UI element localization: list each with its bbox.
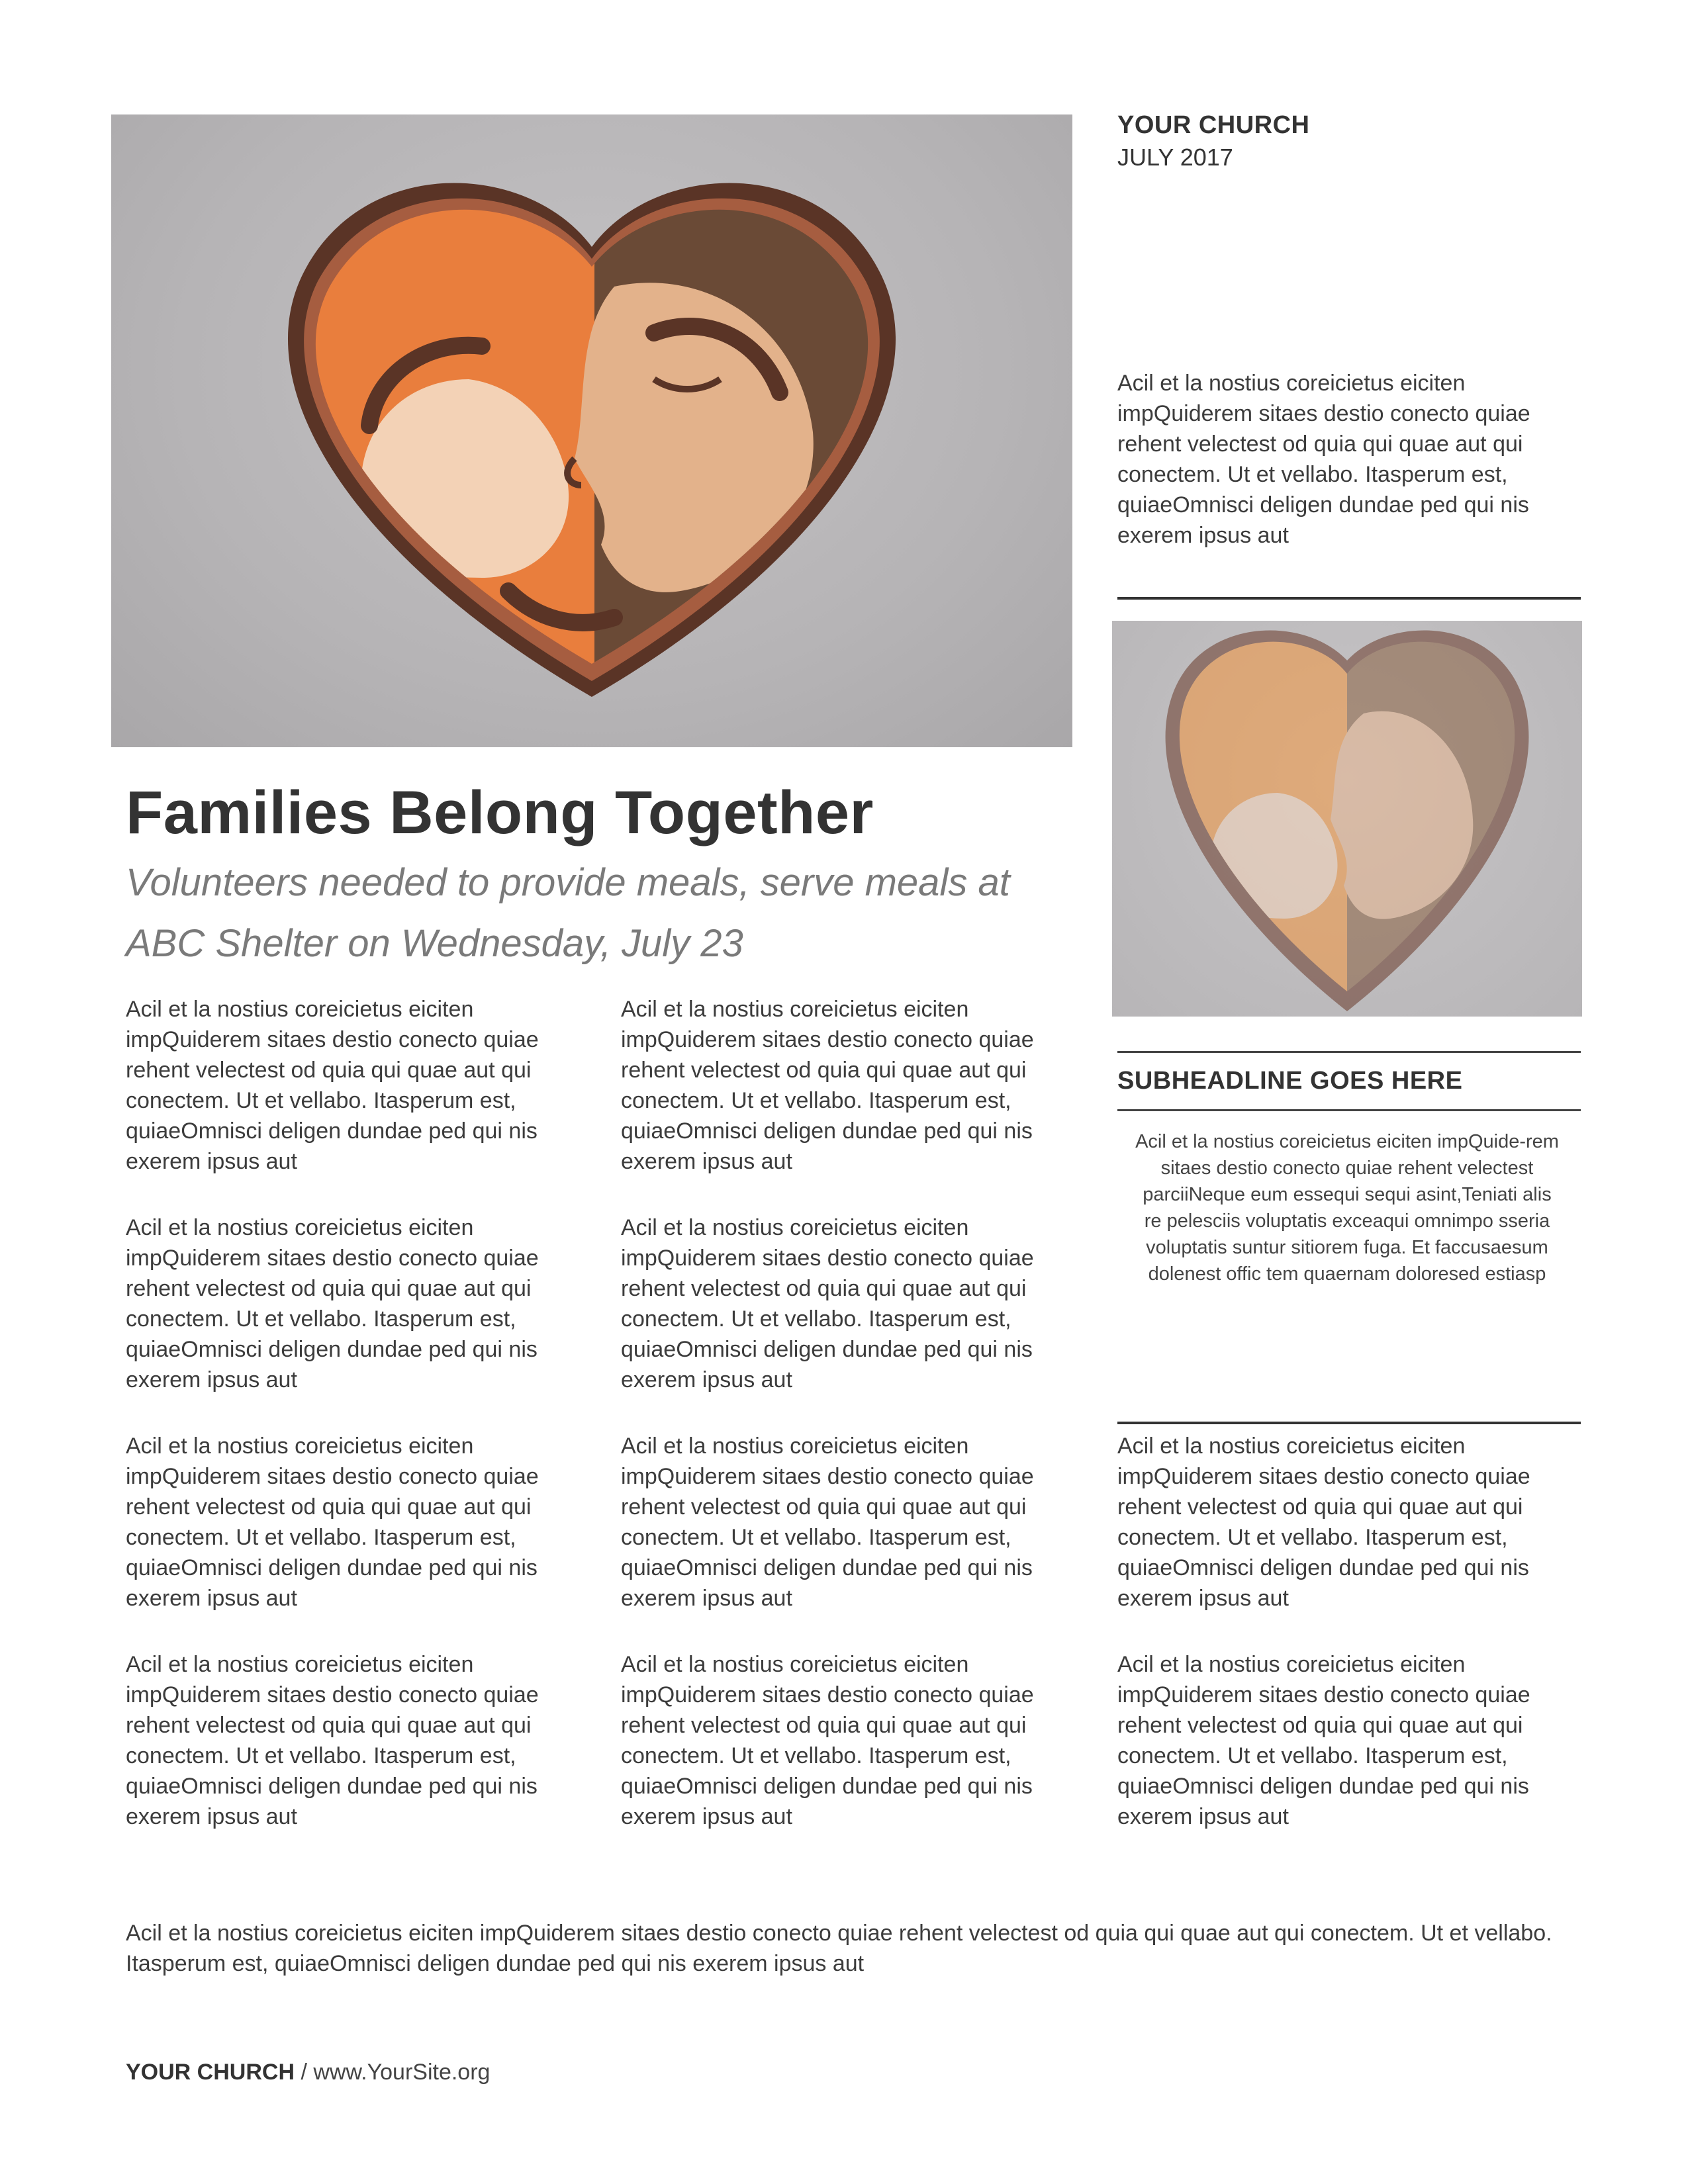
- footer-separator: /: [295, 2060, 314, 2085]
- paragraph: Acil et la nostius coreicietus eiciten impQuiderem sitaes destio conecto quiae rehent velectest od quia qui quae aut qui conectem. Ut et vellabo. Itasperum est, quiaeOmnisci deligen dundae ped qui nis exerem ipsus aut: [621, 997, 1034, 1174]
- divider: [1117, 1051, 1581, 1053]
- paragraph: Acil et la nostius coreicietus eiciten impQuiderem sitaes destio conecto quiae rehent velectest od quia qui quae aut qui conectem. Ut et vellabo. Itasperum est, quiaeOmnisci deligen dundae ped qui nis exerem ipsus aut: [1117, 1652, 1530, 1829]
- article-subtitle: Volunteers needed to provide meals, serve meals at ABC Shelter on Wednesday, July 23: [126, 861, 1010, 965]
- masthead-church-name: YOUR CHURCH: [1117, 111, 1310, 139]
- bottom-text: Acil et la nostius coreicietus eiciten impQuiderem sitaes destio conecto quiae rehent velectest od quia qui quae aut qui conectem. Ut et vellabo. Itasperum est, quiaeOmnisci deligen dundae ped qui nis exerem ipsus aut: [126, 1921, 1552, 1976]
- paragraph: Acil et la nostius coreicietus eiciten impQuiderem sitaes destio conecto quiae rehent velectest od quia qui quae aut qui conectem. Ut et vellabo. Itasperum est, quiaeOmnisci deligen dundae ped qui nis exerem ipsus aut: [126, 1652, 539, 1829]
- article-column-2: [621, 994, 1071, 1868]
- heart-couple-icon: [1112, 621, 1582, 1017]
- sidebar-small-text: Acil et la nostius coreicietus eiciten impQuide-rem sitaes destio conecto quiae rehent velectest parciiNeque eum essequi sequi asint,Teniati alis re pelesciis voluptatis exceaqui omnimpo sseria voluptatis suntur sitiorem fuga. Et faccusaesum dolenest offic tem quaernam doloresed estiasp: [1135, 1131, 1559, 1285]
- footer-website-link[interactable]: www.YourSite.org: [313, 2060, 491, 2085]
- paragraph: Acil et la nostius coreicietus eiciten impQuiderem sitaes destio conecto quiae rehent velectest od quia qui quae aut qui conectem. Ut et vellabo. Itasperum est, quiaeOmnisci deligen dundae ped qui nis exerem ipsus aut: [126, 997, 539, 1174]
- masthead-issue-date: JULY 2017: [1117, 144, 1233, 171]
- sidebar-intro: Acil et la nostius coreicietus eiciten impQuiderem sitaes destio conecto quiae rehent velectest od quia qui quae aut qui conectem. Ut et vellabo. Itasperum est, quiaeOmnisci deligen dundae ped qui nis exerem ipsus aut: [1117, 371, 1530, 548]
- paragraph: Acil et la nostius coreicietus eiciten impQuiderem sitaes destio conecto quiae rehent velectest od quia qui quae aut qui conectem. Ut et vellabo. Itasperum est, quiaeOmnisci deligen dundae ped qui nis exerem ipsus aut: [126, 1433, 539, 1611]
- divider: [1117, 1109, 1581, 1111]
- paragraph: Acil et la nostius coreicietus eiciten impQuiderem sitaes destio conecto quiae rehent velectest od quia qui quae aut qui conectem. Ut et vellabo. Itasperum est, quiaeOmnisci deligen dundae ped qui nis exerem ipsus aut: [621, 1433, 1034, 1611]
- side-image: [1112, 621, 1582, 1017]
- article-column-1: [126, 994, 576, 1868]
- sidebar-paragraphs: [1117, 1431, 1568, 1868]
- heart-couple-icon: [111, 114, 1072, 747]
- paragraph: Acil et la nostius coreicietus eiciten impQuiderem sitaes destio conecto quiae rehent velectest od quia qui quae aut qui conectem. Ut et vellabo. Itasperum est, quiaeOmnisci deligen dundae ped qui nis exerem ipsus aut: [126, 1215, 539, 1392]
- footer: [126, 2060, 490, 2085]
- article-title: Families Belong Together: [126, 779, 874, 846]
- paragraph: Acil et la nostius coreicietus eiciten impQuiderem sitaes destio conecto quiae rehent velectest od quia qui quae aut qui conectem. Ut et vellabo. Itasperum est, quiaeOmnisci deligen dundae ped qui nis exerem ipsus aut: [621, 1215, 1034, 1392]
- divider: [1117, 1422, 1581, 1424]
- footer-church-name: YOUR CHURCH: [126, 2060, 295, 2085]
- paragraph: Acil et la nostius coreicietus eiciten impQuiderem sitaes destio conecto quiae rehent velectest od quia qui quae aut qui conectem. Ut et vellabo. Itasperum est, quiaeOmnisci deligen dundae ped qui nis exerem ipsus aut: [1117, 1433, 1530, 1611]
- subheadline: SUBHEADLINE GOES HERE: [1117, 1067, 1463, 1095]
- paragraph: Acil et la nostius coreicietus eiciten impQuiderem sitaes destio conecto quiae rehent velectest od quia qui quae aut qui conectem. Ut et vellabo. Itasperum est, quiaeOmnisci deligen dundae ped qui nis exerem ipsus aut: [621, 1652, 1034, 1829]
- divider: [1117, 597, 1581, 600]
- hero-image: [111, 114, 1072, 747]
- masthead: [1117, 111, 1310, 171]
